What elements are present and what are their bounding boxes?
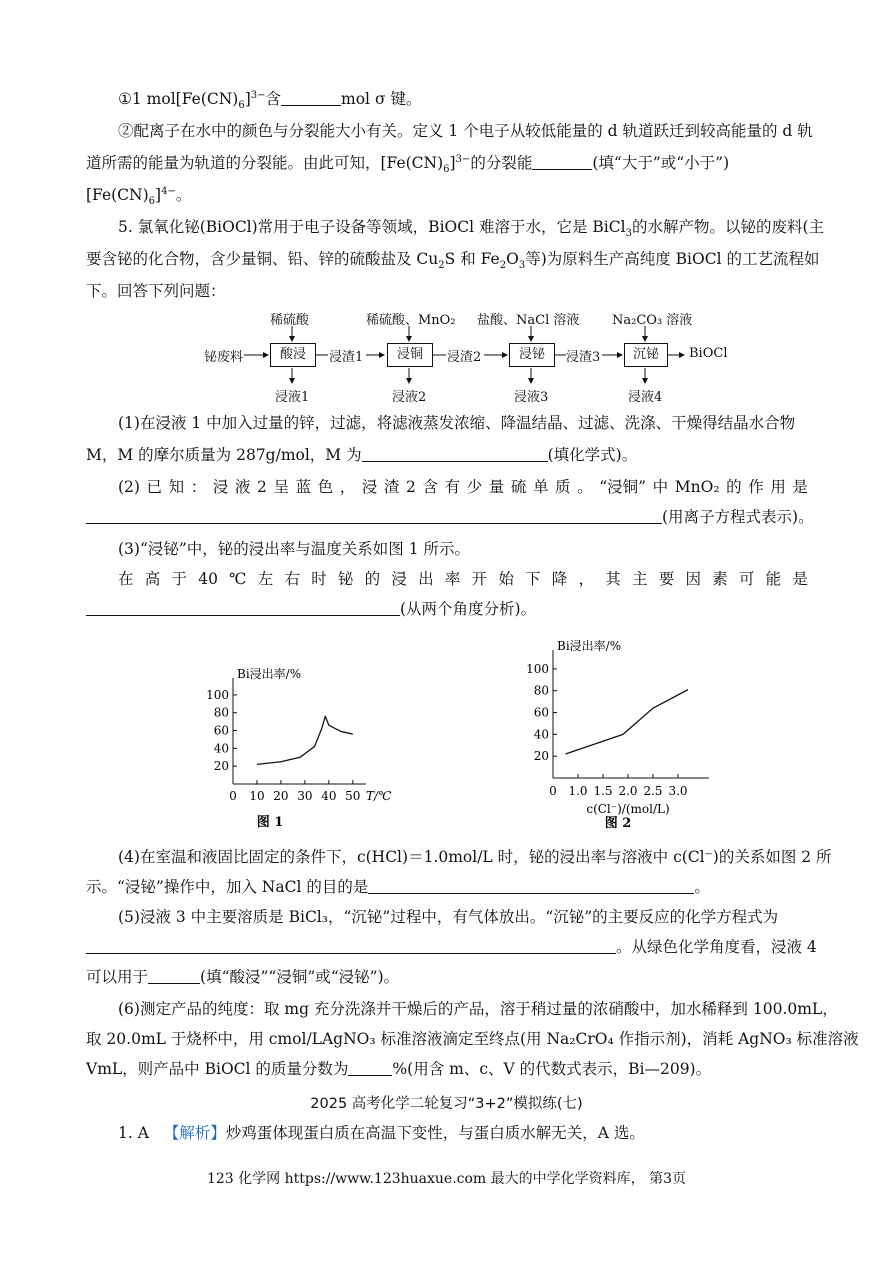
answer-blank[interactable]	[348, 1059, 392, 1076]
text-token: 降	[551, 570, 568, 588]
q4-part2-line1: ②配离子在水中的颜色与分裂能大小有关。定义 1 个电子从较低能量的 d 轨道跃迁到较高能量的 d 轨	[118, 122, 813, 140]
chart-figure-1	[200, 636, 400, 832]
text-token: 40	[198, 570, 218, 588]
text-token: 少	[466, 478, 483, 496]
answer-blank[interactable]	[148, 967, 200, 984]
q5-part2-line1	[118, 476, 808, 498]
q5-part1-line1: (1)在浸液 1 中加入过量的锌，过滤，将滤液蒸发浓缩、降温结晶、过滤、洗涤、干燥得结晶水合物	[118, 414, 796, 432]
text: 。从绿色化学角度看，浸液 4	[616, 938, 817, 956]
text-token: 2	[406, 478, 416, 496]
text: O	[506, 250, 519, 268]
text-token: 开	[471, 570, 488, 588]
text: 要含铋的化合物，含少量铜、铅、锌的硫酸盐及 Cu	[86, 250, 439, 268]
q5-part1-line2	[86, 444, 637, 466]
x-tick-label: 2.0	[618, 784, 638, 798]
text: %(用含 m、c、V 的代数式表示，Bi—209)。	[392, 1060, 712, 1078]
text: ①1 mol[Fe(CN)	[118, 90, 239, 108]
text: 等)为原料生产高纯度 BiOCl 的工艺流程如	[525, 250, 820, 268]
text-token: 下	[525, 570, 541, 588]
text-token: 浸	[212, 478, 229, 496]
text-token: 率	[444, 570, 461, 588]
y-tick-label: 60	[213, 723, 229, 738]
y-axis-label: Bi浸出率/%	[237, 667, 302, 681]
text: (填“大于”或“小于”)	[592, 154, 730, 172]
text-token: 右	[284, 570, 300, 588]
q5-part6-line3	[86, 1058, 711, 1080]
q5-part3-line1: (3)“浸铋”中，铋的浸出率与温度关系如图 1 所示。	[118, 540, 471, 558]
q5-part5-line3	[86, 966, 399, 988]
chart-title: 图 1	[256, 815, 284, 830]
text: 3−	[250, 89, 266, 101]
chart-title: 图 2	[604, 816, 632, 831]
text-token: 2	[257, 478, 267, 496]
x-axis-label: T/℃	[366, 789, 392, 803]
y-tick-label: 20	[533, 749, 549, 764]
text-token: 高	[144, 570, 161, 588]
section-title: 2025 高考化学二轮复习“3+2”模拟练(七)	[310, 1096, 583, 1112]
text-token: 素	[712, 570, 728, 588]
flow-step-box: 浸铋	[509, 343, 555, 367]
flow-step-box: 沉铋	[624, 343, 668, 367]
text-token: 液	[234, 478, 251, 496]
text: ]	[449, 154, 456, 172]
flow-output: 浸液2	[392, 390, 427, 405]
text-token: 知	[168, 478, 185, 496]
q5-part3-line2	[118, 568, 808, 590]
text-token: 其	[605, 570, 621, 588]
text-token: 左	[257, 570, 274, 588]
text-token: 质	[555, 478, 571, 496]
text-token: 浸	[361, 478, 378, 496]
flow-step-box: 浸铜	[387, 343, 433, 367]
text: (填“酸浸”“浸铜”或“浸铋”)。	[200, 968, 400, 986]
text: 的水解产物。以铋的废料(主	[631, 218, 825, 236]
text-token: 因	[685, 570, 701, 588]
x-tick-label: 1.0	[568, 784, 588, 798]
x-tick-label: 2.5	[643, 784, 663, 798]
text: 可以用于	[86, 968, 149, 986]
y-tick-label: 60	[533, 705, 549, 720]
flow-residue: 浸渣1	[329, 350, 364, 365]
text-token: 能	[765, 570, 782, 588]
text-token: ：	[190, 478, 207, 496]
text-token: 时	[311, 570, 327, 588]
text-token: ，	[339, 478, 356, 496]
answer-blank[interactable]	[362, 445, 548, 462]
flow-residue: 浸渣2	[447, 350, 482, 365]
text-token: 用	[770, 478, 786, 496]
text-token: (2)	[118, 478, 140, 496]
flow-step-box: 酸浸	[270, 343, 316, 367]
text: (填化学式)。	[547, 446, 638, 464]
text-token: 可	[738, 570, 755, 588]
y-axis-label: Bi浸出率/%	[557, 639, 622, 653]
y-tick-label: 100	[206, 687, 229, 702]
text: M，M 的摩尔质量为 287g/mol，M 为	[86, 446, 362, 464]
q5-part4-line1: (4)在室温和液固比固定的条件下，c(HCl)＝1.0mol/L 时，铋的浸出率与溶液中 c(Cl⁻)的关系如图 2 所	[118, 848, 832, 866]
text: 6	[148, 196, 156, 208]
flow-output: 浸液3	[514, 390, 549, 405]
answer-blank[interactable]	[86, 937, 616, 954]
text-token: 铋	[337, 570, 354, 588]
text: 6	[443, 164, 450, 176]
text: 。	[175, 186, 192, 204]
q5-part6-line2: 取 20.0mL 于烧杯中，用 cmol/LAgNO₃ 标准溶液滴定至终点(用 Na₂CrO₄ 作指示剂)，消耗 AgNO₃ 标准溶液	[86, 1030, 859, 1048]
text: (用离子方程式表示)。	[662, 508, 814, 526]
x-tick-label: 10	[249, 789, 265, 803]
text: 4−	[161, 185, 176, 197]
text-token: ，	[578, 570, 595, 588]
text-token: 含	[422, 478, 438, 496]
flow-output: 浸液1	[275, 390, 310, 405]
y-tick-label: 80	[533, 683, 549, 698]
q5-part2-line2	[86, 506, 814, 528]
answer-number: 1. A	[118, 1124, 149, 1142]
x-tick-label: 20	[273, 789, 289, 803]
text-token: 要	[658, 570, 675, 588]
text: 。	[694, 878, 710, 896]
q5-part5-line1: (5)浸液 3 中主要溶质是 BiCl₃，“沉铋”过程中，有气体放出。“沉铋”的主要反应的化学方程式为	[118, 908, 779, 926]
text-token: 硫	[510, 478, 527, 496]
text-token: 单	[532, 478, 549, 496]
flow-output: 浸液4	[628, 390, 663, 405]
y-tick-label: 40	[213, 741, 229, 756]
text-token: 的	[364, 570, 381, 588]
x-tick-label: 30	[297, 789, 313, 803]
y-tick-label: 20	[213, 759, 229, 774]
text: 3−	[455, 153, 471, 165]
flow-end: BiOCl	[689, 346, 728, 361]
text: (从两个角度分析)。	[400, 600, 537, 618]
series-line	[566, 690, 689, 754]
x-axis-label: c(Cl⁻)/(mol/L)	[586, 802, 670, 816]
text-token: 的	[726, 478, 742, 496]
text-token: 主	[632, 570, 648, 588]
text-token: 作	[748, 478, 764, 496]
text-token: 。	[577, 478, 593, 496]
text-token: 是	[792, 478, 808, 496]
answer-blank[interactable]	[368, 877, 694, 894]
text-token: 始	[498, 570, 514, 588]
x-tick-label: 0	[229, 789, 237, 803]
text: 含	[265, 90, 282, 108]
flow-reagent: 稀硫酸	[270, 313, 310, 328]
text-token: 呈	[273, 478, 289, 496]
q5-part3-line3	[86, 598, 536, 620]
answer-text: 炒鸡蛋体现蛋白质在高温下变性，与蛋白质水解无关，A 选。	[225, 1124, 645, 1142]
series-line	[257, 716, 353, 764]
text-token: 已	[146, 478, 163, 496]
page-footer: 123 化学网 https://www.123huaxue.com 最大的中学化学资料库， 第3页	[206, 1171, 687, 1187]
flow-reagent: 盐酸、NaCl 溶液	[477, 313, 580, 328]
chart-figure-2	[505, 622, 725, 832]
text: VmL，则产品中 BiOCl 的质量分数为	[86, 1060, 349, 1078]
y-tick-label: 100	[526, 661, 549, 676]
x-tick-label: 3.0	[668, 784, 688, 798]
answer-blank[interactable]	[86, 507, 662, 524]
x-tick-label: 0	[549, 784, 557, 798]
text-token: 中	[652, 478, 669, 496]
text: 6	[238, 100, 245, 112]
text: 3	[625, 228, 632, 240]
text-token: 渣	[383, 478, 400, 496]
text: ]	[244, 90, 251, 108]
text: 5. 氯氧化铋(BiOCl)常用于电子设备等领域，BiOCl 难溶于水，它是 BiCl	[118, 218, 626, 236]
x-tick-label: 50	[345, 789, 361, 803]
text-token: 色	[317, 478, 334, 496]
q5-stem-line3: 下。回答下列问题：	[86, 282, 226, 300]
text: 2	[438, 260, 445, 272]
text-token: 是	[792, 570, 808, 588]
q5-part5-line2	[86, 936, 817, 958]
q5-part6-line1: (6)测定产品的纯度：取 mg 充分洗涤并干燥后的产品，溶于稍过量的浓硝酸中，加水稀释到 100.0mL，	[118, 1000, 838, 1018]
x-tick-label: 40	[321, 789, 337, 803]
flow-reagent: 稀硫酸、MnO₂	[366, 313, 456, 328]
text-token: 量	[488, 478, 505, 496]
text: 的分裂能	[470, 154, 533, 172]
text-token: 于	[171, 570, 187, 588]
text: 示。“浸铋”操作中，加入 NaCl 的目的是	[86, 878, 369, 896]
text-token: 浸	[391, 570, 407, 588]
text: 3	[518, 260, 526, 272]
flow-residue: 浸渣3	[566, 350, 601, 365]
y-tick-label: 80	[213, 705, 229, 720]
answer-blank[interactable]	[86, 599, 400, 616]
flow-reagent: Na₂CO₃ 溶液	[612, 313, 693, 328]
text: S 和 Fe	[444, 250, 500, 268]
text: 2	[499, 260, 507, 272]
x-tick-label: 1.5	[593, 784, 613, 798]
q5-part4-line2	[86, 876, 710, 898]
text-token: “浸铜”	[599, 478, 647, 496]
text: ]	[155, 186, 162, 204]
text: mol σ 键。	[341, 90, 422, 108]
text-token: 出	[418, 570, 434, 588]
y-tick-label: 40	[533, 727, 549, 742]
analysis-tag: 【解析】	[163, 1124, 226, 1142]
text-token: 在	[118, 570, 134, 588]
text-token: 有	[444, 478, 461, 496]
answer-1	[118, 1122, 645, 1144]
flow-start: 铋废料	[204, 350, 244, 365]
text-token: MnO₂	[674, 478, 720, 496]
text-token: ℃	[229, 570, 247, 588]
text: 道所需的能量为轨道的分裂能。由此可知，[Fe(CN)	[86, 154, 444, 172]
text: [Fe(CN)	[86, 186, 149, 204]
text-token: 蓝	[295, 478, 312, 496]
